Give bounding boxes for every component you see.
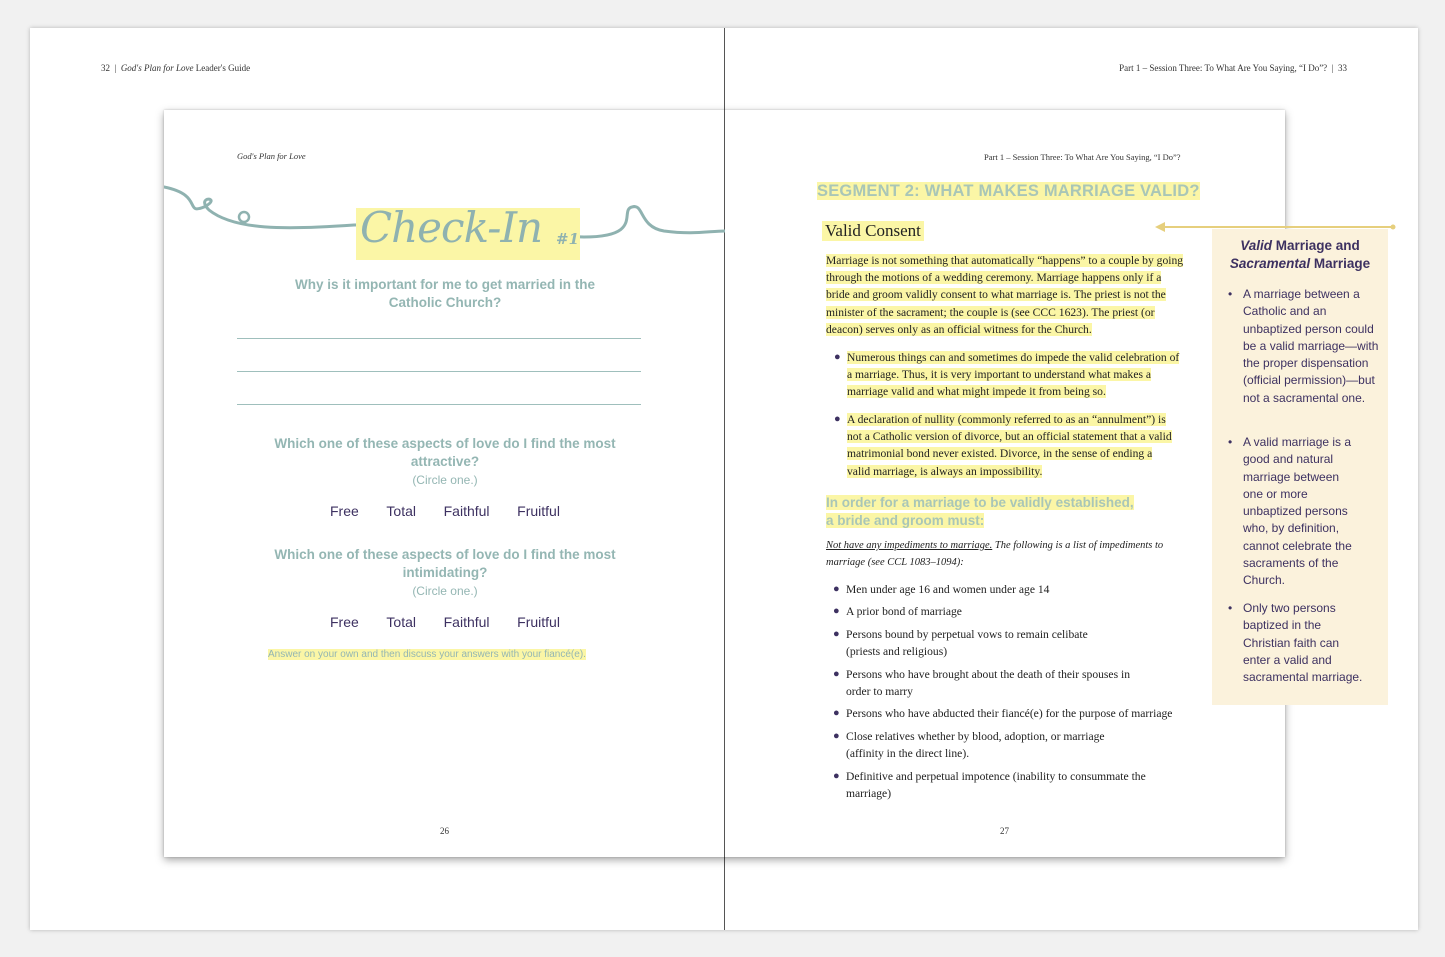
impediment-text: Men under age 16 and women under age 14	[846, 583, 1050, 596]
bullet-dot-icon: ●	[833, 707, 840, 719]
sidebar-item	[1228, 286, 1383, 407]
answer-line-1[interactable]	[237, 338, 641, 339]
impediment-text: A prior bond of marriage	[846, 605, 962, 618]
impediment-item	[833, 581, 1196, 598]
left-running-title: God's Plan for Love	[120, 63, 194, 73]
question-1: Why is it important for me to get married in the Catholic Church?	[294, 277, 596, 310]
option-total[interactable]: Total	[386, 503, 416, 519]
sidebar-title-valid: Valid	[1240, 238, 1272, 253]
order-heading-line-2: a bride and groom must:	[826, 512, 985, 528]
options-row-2	[330, 614, 560, 630]
question-2-text: Which one of these aspects of love do I find the most attractive?	[274, 436, 616, 469]
impediments-intro	[826, 537, 1186, 571]
bullet-dot-icon: •	[1228, 287, 1233, 301]
checkin-title: Check-In	[360, 203, 543, 252]
bullet-dot-icon: •	[1228, 435, 1233, 449]
impediment-text: Persons who have abducted their fiancé(e) for the purpose of marriage	[846, 707, 1173, 720]
order-heading	[826, 494, 1134, 529]
bullet-dot-icon: ●	[833, 730, 840, 742]
option-total[interactable]: Total	[386, 614, 416, 630]
footer-note-text: Answer on your own and then discuss your answers with your fiancé(e).	[268, 649, 586, 660]
bullet-nullity-text: A declaration of nullity (commonly referred to as an “annulment”) is not a Catholic version of divorce, but an official statement that a valid matrimonial bond never existed. Divorce, in the sense of ending a valid marriage, is always an impossibility.	[847, 413, 1172, 478]
options-row-1	[330, 503, 560, 519]
impediment-item	[833, 666, 1141, 701]
order-heading-line-1: In order for a marriage to be validly established,	[826, 495, 1134, 510]
sidebar-title-sacramental: Sacramental	[1229, 256, 1311, 271]
impediment-item	[833, 768, 1151, 803]
right-page-number: 27	[1000, 826, 1009, 836]
bullet-dot-icon: •	[1228, 601, 1233, 615]
bullet-dot-icon: ●	[833, 605, 840, 617]
answer-line-3[interactable]	[237, 404, 641, 405]
impediments-note: The following is a list of impediments to marriage (see CCL 1083–1094):	[826, 540, 1164, 568]
question-2	[270, 435, 620, 489]
answer-line-2[interactable]	[237, 371, 641, 372]
question-2-note: (Circle one.)	[412, 473, 478, 487]
impediment-item	[833, 728, 1121, 763]
impediment-item	[833, 705, 1196, 722]
right-running-head: Part 1 – Session Three: To What Are You Saying, “I Do”? | 33	[1119, 63, 1347, 73]
sidebar-item	[1228, 434, 1355, 590]
segment-title	[817, 182, 1200, 201]
question-3-text: Which one of these aspects of love do I find the most intimidating?	[274, 547, 616, 580]
bullet-nullity	[834, 411, 1173, 480]
sidebar-item-text: Only two persons baptized in the Christian faith can enter a valid and sacramental marriage.	[1243, 601, 1363, 685]
impediment-text: Persons bound by perpetual vows to remain celibate (priests and religious)	[846, 628, 1088, 659]
left-running-head: 32 | God's Plan for Love Leader's Guide	[101, 63, 251, 73]
sidebar-title	[1212, 237, 1388, 273]
impediments-lead: Not have any impediments to marriage.	[826, 540, 993, 551]
valid-consent-heading: Valid Consent	[822, 221, 924, 241]
bullet-dot-icon: ●	[834, 351, 841, 363]
footer-note	[268, 649, 586, 660]
sidebar-item	[1228, 600, 1368, 686]
bullet-dot-icon: ●	[833, 770, 840, 782]
option-fruitful[interactable]: Fruitful	[517, 503, 560, 519]
option-free[interactable]: Free	[330, 503, 359, 519]
option-fruitful[interactable]: Fruitful	[517, 614, 560, 630]
left-page-number: 26	[440, 826, 449, 836]
bullet-dot-icon: ●	[833, 668, 840, 680]
option-faithful[interactable]: Faithful	[443, 503, 490, 519]
impediment-text: Close relatives whether by blood, adoption, or marriage (affinity in the direct line).	[846, 730, 1105, 761]
bullet-dot-icon: ●	[833, 628, 840, 640]
question-3	[270, 546, 620, 600]
sidebar-item-text: A valid marriage is a good and natural marriage between one or more unbaptized persons who, by definition, cannot celebrate the sacraments of the Church.	[1243, 435, 1352, 588]
impediment-item	[833, 603, 1196, 620]
intro-paragraph	[826, 252, 1184, 338]
bullet-impediments-text: Numerous things can and sometimes do impede the valid celebration of a marriage. Thus, it is very important to understand what makes a marriage valid and what might impede it from being so.	[847, 351, 1180, 399]
bullet-dot-icon: ●	[833, 583, 840, 595]
right-page-head: Part 1 – Session Three: To What Are You Saying, “I Do”?	[984, 152, 1181, 162]
segment-title-text: SEGMENT 2: WHAT MAKES MARRIAGE VALID?	[817, 182, 1200, 200]
sidebar-item-text: A marriage between a Catholic and an unbaptized person could be a valid marriage—with the proper dispensation (official permission)—but not a sacramental one.	[1243, 287, 1379, 405]
sidebar-title-rest-2: Marriage	[1310, 256, 1371, 271]
question-3-note: (Circle one.)	[412, 584, 478, 598]
bullet-impediments	[834, 349, 1181, 401]
checkin-number: #1	[556, 230, 580, 248]
impediment-text: Definitive and perpetual impotence (inability to consummate the marriage)	[846, 770, 1146, 801]
option-free[interactable]: Free	[330, 614, 359, 630]
impediment-text: Persons who have brought about the death of their spouses in order to marry	[846, 668, 1130, 699]
bullet-dot-icon: ●	[834, 413, 841, 425]
intro-paragraph-text: Marriage is not something that automatically “happens” to a couple by going through the motions of a wedding ceremony. Marriage happens only if a bride and groom validly consent to what marriage is. The priest is not the minister of the sacrament; the couple is (see CCC 1623). The priest (or deacon) serves only as an official witness for the Church.	[826, 254, 1184, 336]
impediment-item	[833, 626, 1111, 661]
left-page-head: God's Plan for Love	[237, 151, 306, 161]
sidebar-title-rest-1: Marriage and	[1271, 238, 1360, 253]
option-faithful[interactable]: Faithful	[443, 614, 490, 630]
